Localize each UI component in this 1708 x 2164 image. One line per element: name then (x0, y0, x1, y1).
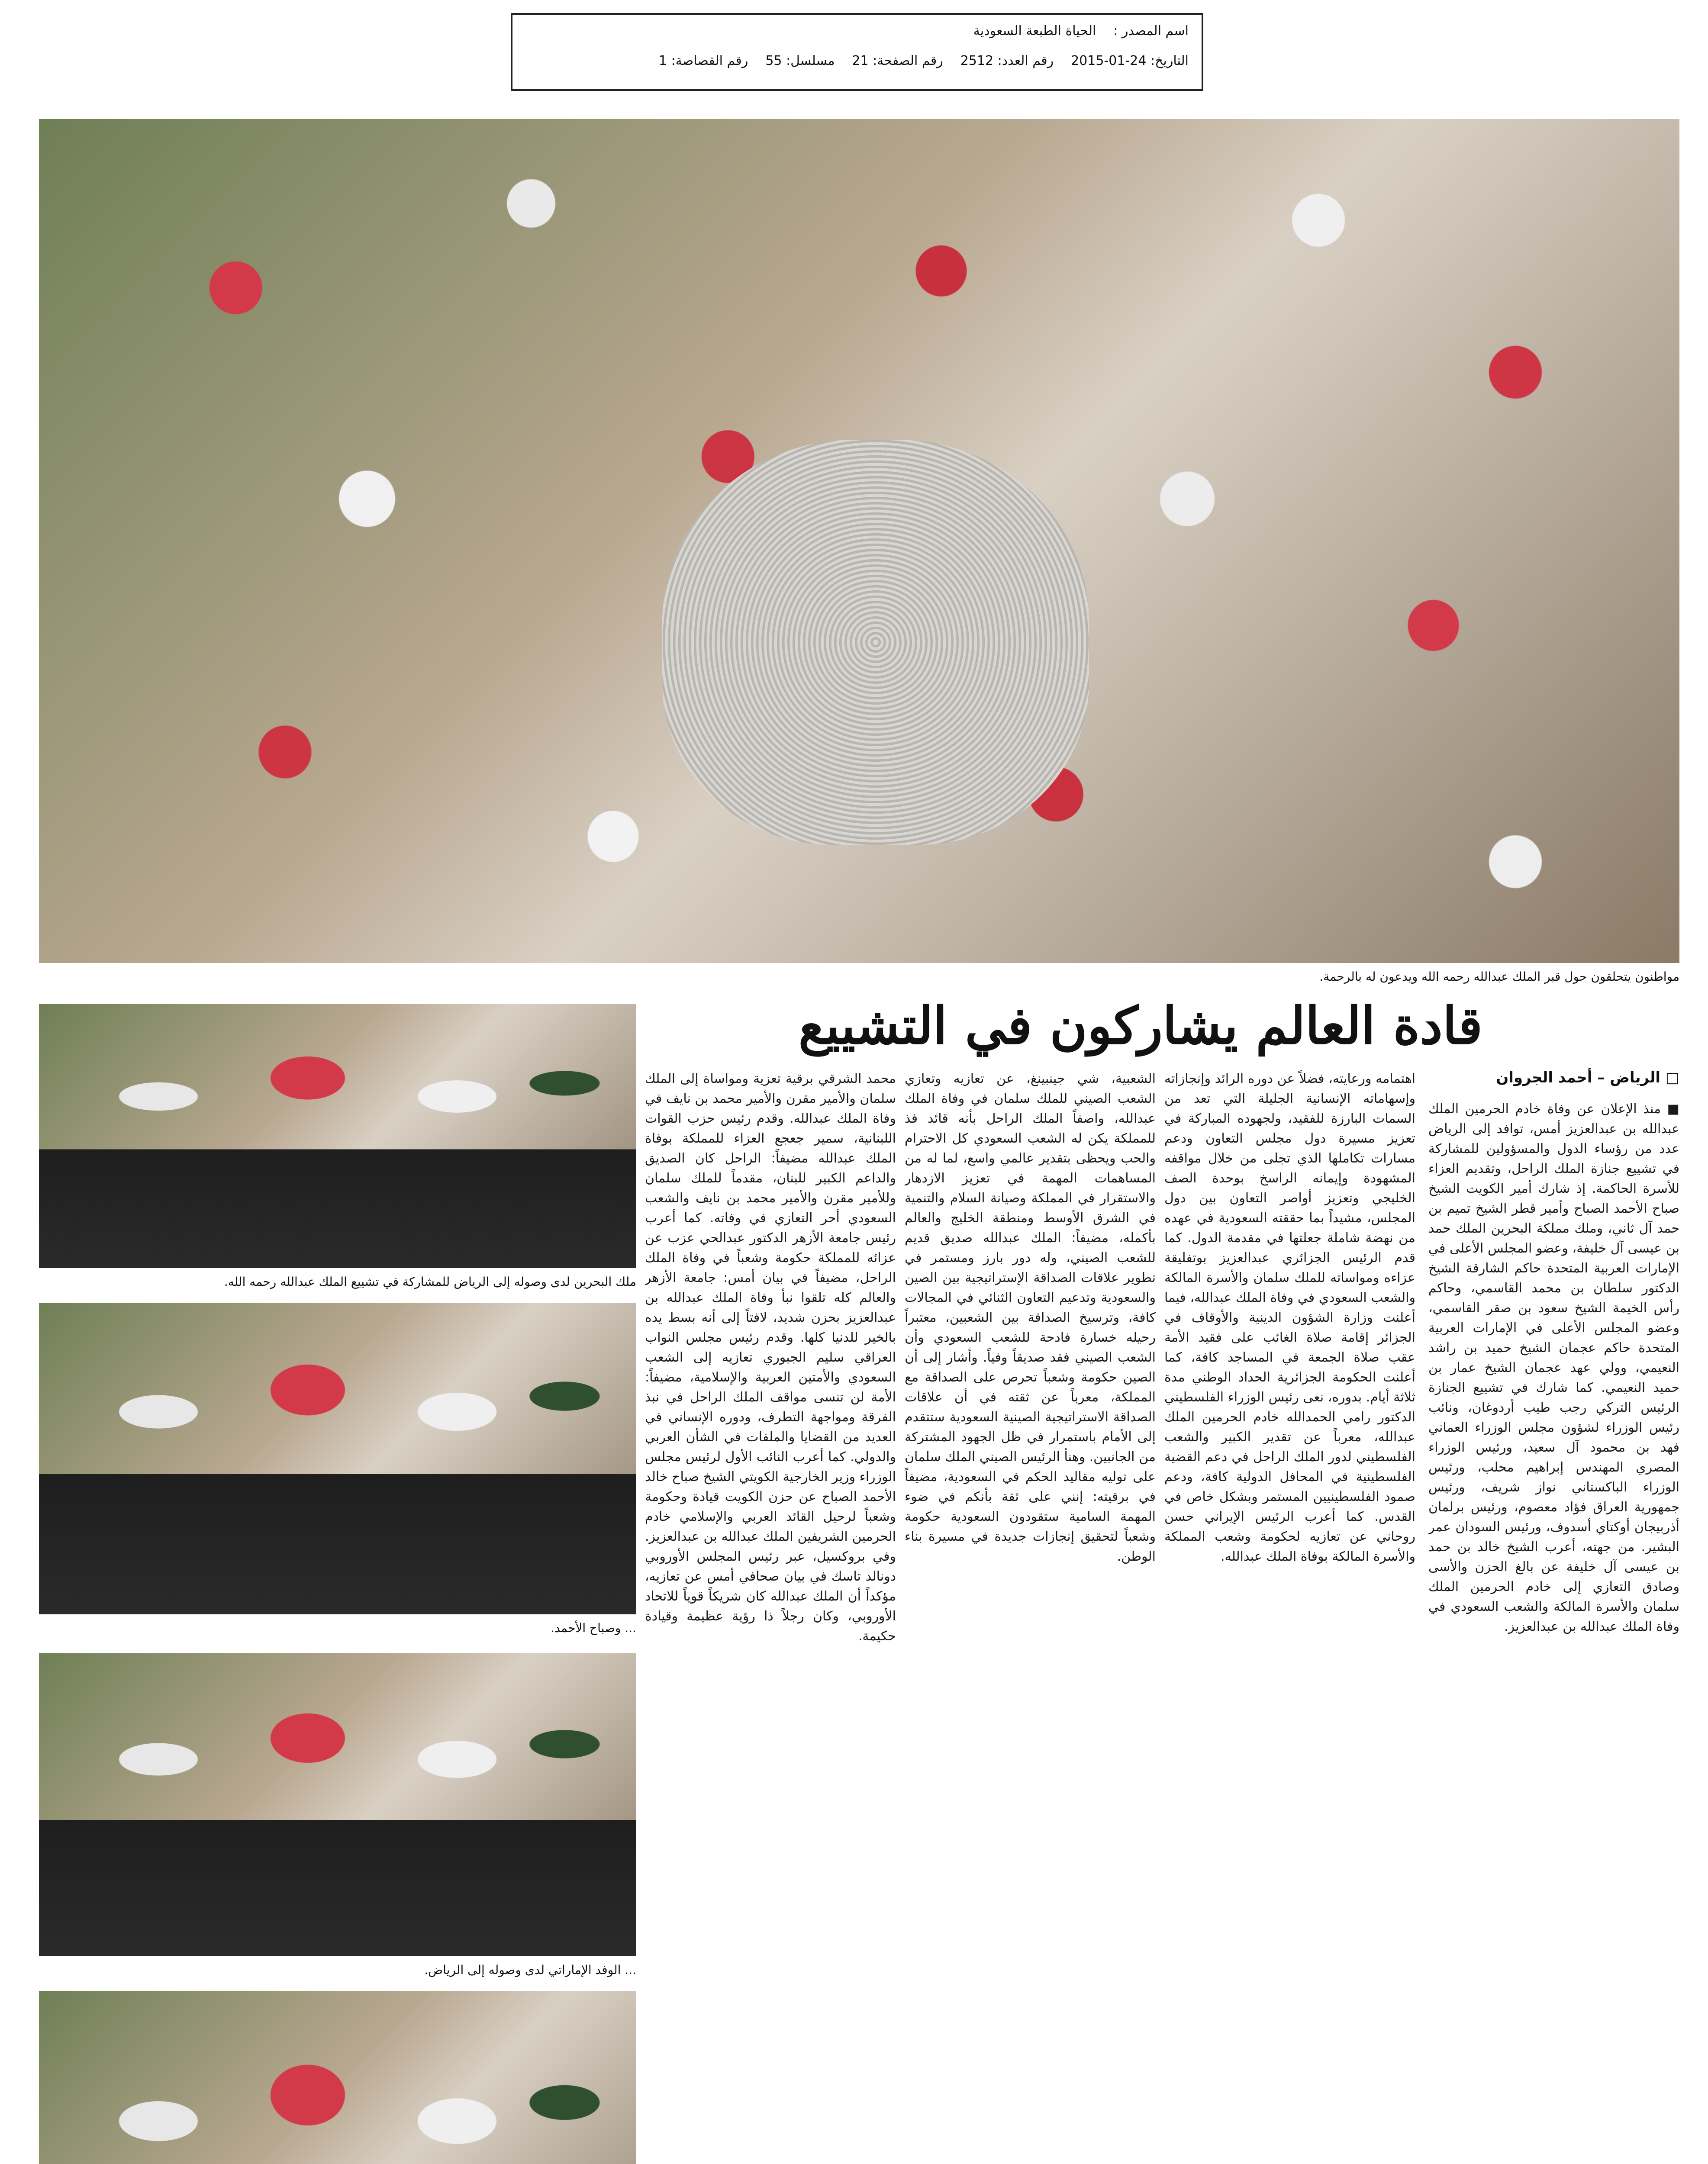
side-photo-2-image (39, 1303, 636, 1614)
side-photo-3-image (39, 1653, 636, 1956)
byline: □ الرياض – أحمد الجروان (1496, 1069, 1679, 1086)
side-photo-1-caption: ملك البحرين لدى وصوله إلى الرياض للمشاركة في تشييع الملك عبدالله رحمه الله. (224, 1275, 636, 1289)
meta-row (525, 53, 1189, 68)
article-column-4 (645, 1069, 896, 1969)
article-column-1 (1428, 1099, 1679, 1965)
side-photo-4-image (39, 1991, 636, 2164)
article-paragraph: اهتمامه ورعايته، فضلاً عن دوره الرائد وإنجازاته وإسهاماته الإنسانية الجليلة التي تعد من السمات البارزة للفقيد، ولجهوده المباركة في تعزيز مسيرة دول مجلس التعاون ودعم مسارات تكاملها الذي تجلى من خلال مواقفه المشهودة وإيمانه الراسخ بوحدة الصف الخليجي وتعزيز أواصر التعاون بين دول المجلس، مشيداً بما حققته السعودية في عهده من نهضة شاملة جعلتها في مقدمة الدول. كما قدم الرئيس الجزائري عبدالعزيز بوتفليقة عزاءه ومواساته للملك سلمان والأسرة المالكة والشعب السعودي في وفاة الملك عبدالله، فيما أعلنت وزارة الشؤون الدينية والأوقاف في الجزائر إقامة صلاة الغائب على فقيد الأمة عقب صلاة الجمعة في المساجد كافة، كما أعلنت الحكومة الجزائرية الحداد الوطني مدة ثلاثة أيام. بدوره، نعى رئيس الوزراء الفلسطيني الدكتور رامي الحمدالله خادم الحرمين الملك عبدالله، معرباً عن تقدير الكبير والشعب الفلسطيني لدور الملك الراحل في دعم القضية الفلسطينية في المحافل الدولية كافة، ودعم صمود الفلسطينيين المستمر وبشكل خاص في القدس. كما أعرب الرئيس الإيراني حسن روحاني عن تعازيه لحكومة وشعب المملكة والأسرة المالكة بوفاة الملك عبدالله. (1164, 1071, 1415, 1564)
side-photo-4 (39, 1991, 636, 2164)
side-photo-2 (39, 1303, 636, 1614)
clipping-text: رقم القصاصة: 1 (658, 53, 748, 68)
article-column-2 (1164, 1069, 1415, 1965)
source-header (511, 13, 1203, 91)
main-photo-caption: مواطنون يتحلقون حول قبر الملك عبدالله رحمه الله ويدعون له بالرحمة. (1319, 969, 1679, 984)
source-value: الحياة الطبعة السعودية (973, 23, 1096, 39)
article-paragraph: ■ منذ الإعلان عن وفاة خادم الحرمين الملك عبدالله بن عبدالعزيز أمس، توافد إلى الرياض عدد من رؤساء الدول والمسؤولين للمشاركة في تشييع جنازة الملك الراحل، وتقديم العزاء للأسرة الحاكمة. إذ شارك أمير الكويت الشيخ صباح الأحمد الصباح وأمير قطر الشيخ تميم بن حمد آل ثاني، وملك مملكة البحرين الملك حمد بن عيسى آل خليفة، وعضو المجلس الأعلى في الإمارات العربية المتحدة حاكم الشارقة الشيخ الدكتور سلطان بن محمد القاسمي، وحاكم رأس الخيمة الشيخ سعود بن صقر القاسمي، وعضو المجلس الأعلى في الإمارات العربية المتحدة حاكم عجمان الشيخ حميد بن راشد النعيمي، وولي عهد عجمان الشيخ عمار بن حميد النعيمي. كما شارك في تشييع الجنازة الرئيس التركي رجب طيب أردوغان، ونائب رئيس الوزراء لشؤون مجلس الوزراء العماني فهد بن محمود آل سعيد، ورئيس الوزراء المصري المهندس إبراهيم محلب، ورئيس الوزراء الباكستاني نواز شريف، ورئيس جمهورية العراق فؤاد معصوم، ورئيس برلمان أذربيجان أوكتاي أسدوف، ورئيس السودان عمر البشير. من جهته، أعرب الشيخ خالد بن حمد بن عيسى آل خليفة عن بالغ الحزن والأسى وصادق التعازي إلى خادم الحرمين الملك سلمان والأسرة المالكة والشعب السعودي في وفاة الملك عبدالله بن عبدالعزيز. (1428, 1101, 1679, 1634)
side-photo-2-caption: ... وصباح الأحمد. (551, 1621, 636, 1635)
article-paragraph: محمد الشرقي برقية تعزية ومواساة إلى الملك سلمان والأمير مقرن والأمير محمد بن نايف في وفاة الملك عبدالله. وقدم رئيس حزب القوات اللبنانية، سمير جعجع العزاء للمملكة بوفاة الملك عبدالله مضيفاً: الراحل كان الصديق والداعم الكبير للبنان، مقدماً للملك سلمان وللأمير مقرن والأمير محمد بن نايف والشعب السعودي أحر التعازي في وفاته. كما أعرب رئيس جامعة الأزهر الدكتور عبدالحي عزب عن عزائه للمملكة حكومة وشعباً في وفاة الملك الراحل، مضيفاً في بيان أمس: جامعة الأزهر والعالم كله تلقوا نبأ وفاة الملك عبدالله بن عبدالعزيز بحزن شديد، لافتاً إلى أنه بسط يده بالخير للدنيا كلها. وقدم رئيس مجلس النواب العراقي سليم الجبوري تعازيه إلى الشعب السعودي والأمتين العربية والإسلامية، مضيفاً: الأمة لن تنسى مواقف الملك الراحل في نبذ الفرقة ومواجهة التطرف، ودوره الإنساني في العديد من القضايا والملفات في الشأن العربي والدولي. كما أعرب النائب الأول لرئيس مجلس الوزراء وزير الخارجية الكويتي الشيخ صباح خالد الأحمد الصباح عن حزن الكويت قيادة وحكومة وشعباً لرحيل القائد العربي والإسلامي خادم الحرمين الشريفين الملك عبدالله بن عبدالعزيز. وفي بروكسيل، عبر رئيس المجلس الأوروبي دونالد تاسك في بيان صحافي أمس عن تعازيه، مؤكداً أن الملك عبدالله كان شريكاً قوياً للاتحاد الأوروبي، وكان رجلاً ذا رؤية عظيمة وقيادة حكيمة. (645, 1071, 896, 1644)
date-text: التاريخ: 24-01-2015 (1071, 53, 1189, 68)
source-label: اسم المصدر : (1113, 23, 1189, 39)
page-text: رقم الصفحة: 21 (852, 53, 943, 68)
article-paragraph: الشعبية، شي جينبينغ، عن تعازيه وتعازي الشعب الصيني للملك سلمان في وفاة الملك عبدالله، واصفاً الملك الراحل بأنه قائد فذ للمملكة يكن له الشعب السعودي كل الاحترام والحب ويحظى بتقدير عالمي واسع، لما له من المساهمات المهمة في تعزيز الازدهار والاستقرار في المملكة وصيانة السلام والتنمية في الشرق الأوسط ومنطقة الخليج والعالم بأكمله، مضيفاً: الملك عبدالله صديق قديم للشعب الصيني، وله دور بارز ومستمر في تطوير علاقات الصداقة الإستراتيجية بين الصين والسعودية وتدعيم التعاون الثنائي في المجالات كافة، وترسيخ الصداقة بين الشعبين، معتبراً رحيله خسارة فادحة للشعب السعودي وأن الشعب الصيني فقد صديقاً وفياً. وأشار إلى أن الصين حكومة وشعباً تحرص على الصداقة مع المملكة، معرباً عن ثقته في أن علاقات الصداقة الاستراتيجية الصينية السعودية ستتقدم إلى الأمام باستمرار في ظل الجهود المشتركة من الجانبين. وهنأ الرئيس الصيني الملك سلمان على توليه مقاليد الحكم في السعودية، مضيفاً في برقيته: إنني على ثقة بأنكم في ضوء المهمة السامية ستقودون السعودية حكومة وشعباً لتحقيق إنجازات جديدة في مسيرة بناء الوطن. (905, 1071, 1156, 1564)
side-photo-1-image (39, 1004, 636, 1268)
main-photo (39, 119, 1679, 963)
issue-text: رقم العدد: 2512 (960, 53, 1054, 68)
headline: قادة العالم يشاركون في التشييع (798, 995, 1483, 1056)
grave-image (662, 440, 1089, 845)
serial-text: مسلسل: 55 (765, 53, 835, 68)
source-row (525, 23, 1189, 39)
article-column-3 (905, 1069, 1156, 1965)
side-photo-3-caption: ... الوفد الإماراتي لدى وصوله إلى الرياض. (424, 1963, 636, 1977)
side-photo-3 (39, 1653, 636, 1956)
side-photo-1 (39, 1004, 636, 1268)
